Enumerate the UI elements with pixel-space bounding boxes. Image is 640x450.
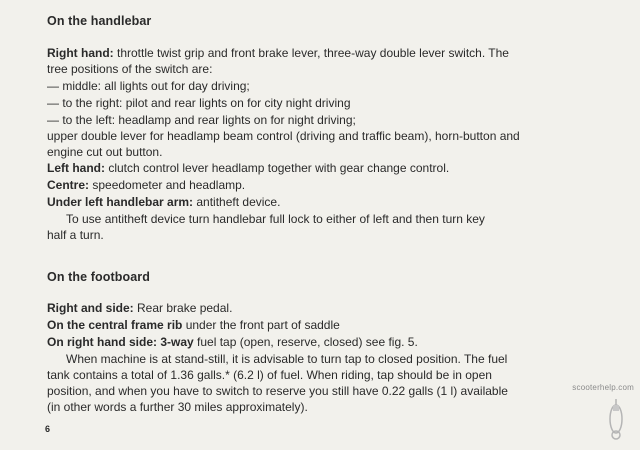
standstill-line-1: When machine is at stand-still, it is advisable to turn tap to closed position. The fuel — [66, 352, 508, 366]
right-side-label: Right and side: — [47, 301, 134, 315]
standstill-line-4: (in other words a further 30 miles approximately). — [47, 400, 308, 414]
antitheft-line-2: half a turn. — [47, 228, 104, 242]
fuel-tap-label: On right hand side: 3-way — [47, 335, 194, 349]
central-rib-label: On the central frame rib — [47, 318, 183, 332]
central-rib-paragraph — [47, 317, 616, 333]
right-hand-label: Right hand: — [47, 46, 114, 60]
section-heading-handlebar: On the handlebar — [47, 14, 152, 28]
right-hand-text: throttle twist grip and front brake lever, three-way double lever switch. The — [113, 46, 509, 60]
switch-position-middle: — middle: all lights out for day driving; — [47, 79, 250, 93]
left-hand-text: clutch control lever headlamp together with gear change control. — [105, 161, 450, 175]
centre-label: Centre: — [47, 178, 90, 192]
standstill-line-3: position, and when you have to switch to reserve you still have 0.22 galls (1 l) available — [47, 384, 508, 398]
standstill-line-2: tank contains a total of 1.36 galls.* (6.2 l) of fuel. When riding, tap should be in open — [47, 368, 492, 382]
left-hand-paragraph — [47, 160, 616, 176]
right-side-text: Rear brake pedal. — [133, 301, 233, 315]
upper-lever-line-1: upper double lever for headlamp beam control (driving and traffic beam), horn-button and — [47, 129, 520, 143]
upper-lever-line-2: engine cut out button. — [47, 145, 163, 159]
central-rib-text: under the front part of saddle — [182, 318, 340, 332]
antitheft-line-1: To use antitheft device turn handlebar full lock to either of left and then turn key — [66, 212, 485, 226]
right-hand-paragraph — [47, 45, 616, 61]
right-side-paragraph — [47, 300, 616, 316]
centre-text: speedometer and headlamp. — [89, 178, 246, 192]
scooter-logo-icon — [606, 397, 626, 442]
section-heading-footboard: On the footboard — [47, 270, 150, 284]
switch-positions-intro: tree positions of the switch are: — [47, 62, 213, 76]
fuel-tap-text: fuel tap (open, reserve, closed) see fig. 5. — [193, 335, 418, 349]
centre-paragraph — [47, 177, 616, 193]
page-number: 6 — [45, 424, 51, 434]
under-left-label: Under left handlebar arm: — [47, 195, 194, 209]
switch-position-right: — to the right: pilot and rear lights on for city night driving — [47, 96, 351, 110]
under-left-text: antitheft device. — [193, 195, 281, 209]
switch-position-left: — to the left: headlamp and rear lights on for night driving; — [47, 113, 356, 127]
under-left-paragraph — [47, 194, 616, 210]
fuel-tap-paragraph — [47, 334, 616, 350]
watermark-text: scooterhelp.com — [572, 383, 634, 392]
left-hand-label: Left hand: — [47, 161, 105, 175]
